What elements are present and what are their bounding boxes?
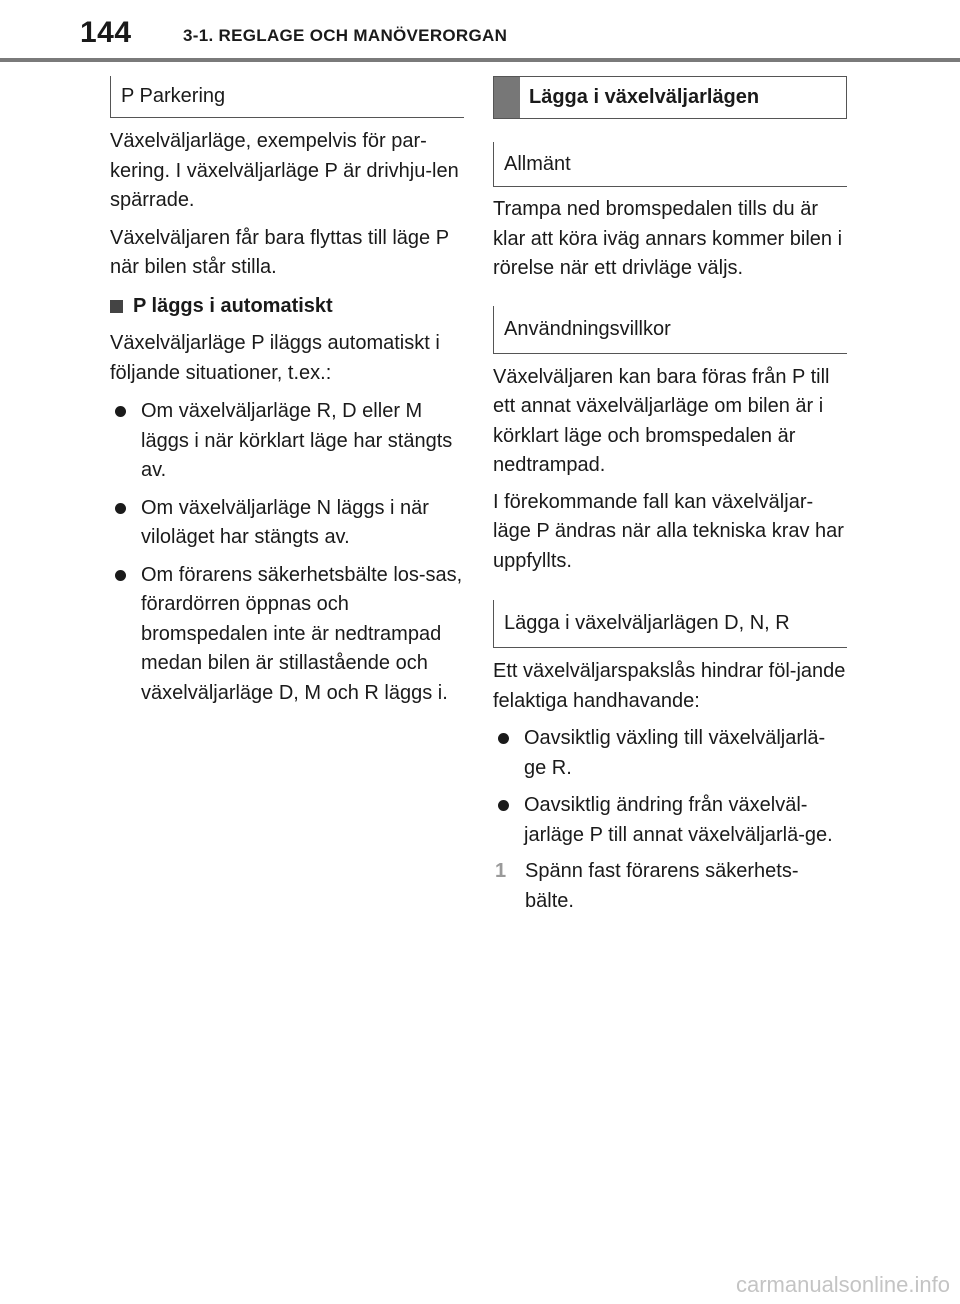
paragraph: Ett växelväljarspakslås hindrar föl-jande felaktiga handhavande:: [493, 660, 846, 712]
section-heading-text: Lägga i växelväljarlägen: [529, 86, 760, 108]
subheading-allmant: [493, 142, 847, 187]
subheading-anvandningsvillkor: [493, 306, 847, 354]
page-number: 144: [80, 16, 132, 49]
list-item: [110, 494, 464, 553]
paragraph: Växelväljaren får bara flyttas till läge P när bilen står stilla.: [110, 226, 449, 278]
list-item: [493, 724, 847, 783]
left-column: [110, 76, 464, 708]
list-item-text: Om växelväljarläge N läggs i när viloläget har stängts av.: [141, 496, 429, 548]
list-item: [493, 791, 847, 850]
square-heading: [110, 292, 464, 322]
paragraph: I förekommande fall kan växelväljar-läge P ändras när alla tekniska krav har uppfyllts.: [493, 490, 844, 572]
subheading-text: Lägga i växelväljarlägen D, N, R: [504, 612, 790, 634]
list-item-text: Oavsiktlig ändring från växelväl-jarläge P till annat växelväljarlä-ge.: [524, 794, 833, 846]
bullet-dot-icon: [498, 733, 509, 744]
list-item-text: Oavsiktlig växling till växelväljarlä-ge R.: [524, 727, 826, 779]
square-bullet-icon: [110, 300, 123, 313]
header-rule: [0, 58, 960, 62]
step-item: [493, 857, 847, 916]
section-heading: [493, 76, 847, 119]
bullet-dot-icon: [115, 406, 126, 417]
page-header: [0, 0, 960, 64]
subheading-p-parkering: [110, 76, 464, 118]
paragraph: Växelväljarläge P iläggs automatiskt i följande situationer, t.ex.:: [110, 332, 440, 384]
subheading-text: P Parkering: [121, 85, 226, 107]
subheading-lagga-i-dnr: [493, 600, 847, 648]
watermark: carmanualsonline.info: [735, 1272, 950, 1297]
paragraph: Växelväljarläge, exempelvis för par-kering. I växelväljarläge P är drivhju-len spärrade.: [110, 130, 459, 211]
chapter-title: 3-1. REGLAGE OCH MANÖVERORGAN: [183, 26, 508, 45]
list-item-text: Om växelväljarläge R, D eller M läggs i när körklart läge har stängts av.: [141, 400, 453, 481]
heading-tab-marker: [494, 77, 520, 118]
bullet-dot-icon: [498, 800, 509, 811]
paragraph: Trampa ned bromspedalen tills du är klar att köra iväg annars kommer bilen i rörelse när ett drivläge väljs.: [493, 198, 843, 279]
subheading-text: Allmänt: [504, 152, 571, 175]
step-text: Spänn fast förarens säkerhets-bälte.: [525, 860, 799, 912]
subheading-text: Användningsvillkor: [504, 317, 671, 340]
paragraph: Växelväljaren kan bara föras från P till ett annat växelväljarläge om bilen är i körklart läge och bromspedalen är nedtrampad.: [493, 365, 830, 476]
step-number: 1: [495, 860, 507, 882]
bullet-dot-icon: [115, 570, 126, 581]
list-item: [110, 561, 464, 709]
list-item-text: Om förarens säkerhetsbälte los-sas, förardörren öppnas och bromspedalen inte är nedtrampad medan bilen är stillastående och växelväljarläge D, M och R läggs i.: [141, 563, 463, 704]
list-item: [110, 397, 464, 486]
square-heading-text: P läggs i automatiskt: [133, 294, 333, 317]
right-column: [493, 76, 847, 916]
bullet-dot-icon: [115, 503, 126, 514]
